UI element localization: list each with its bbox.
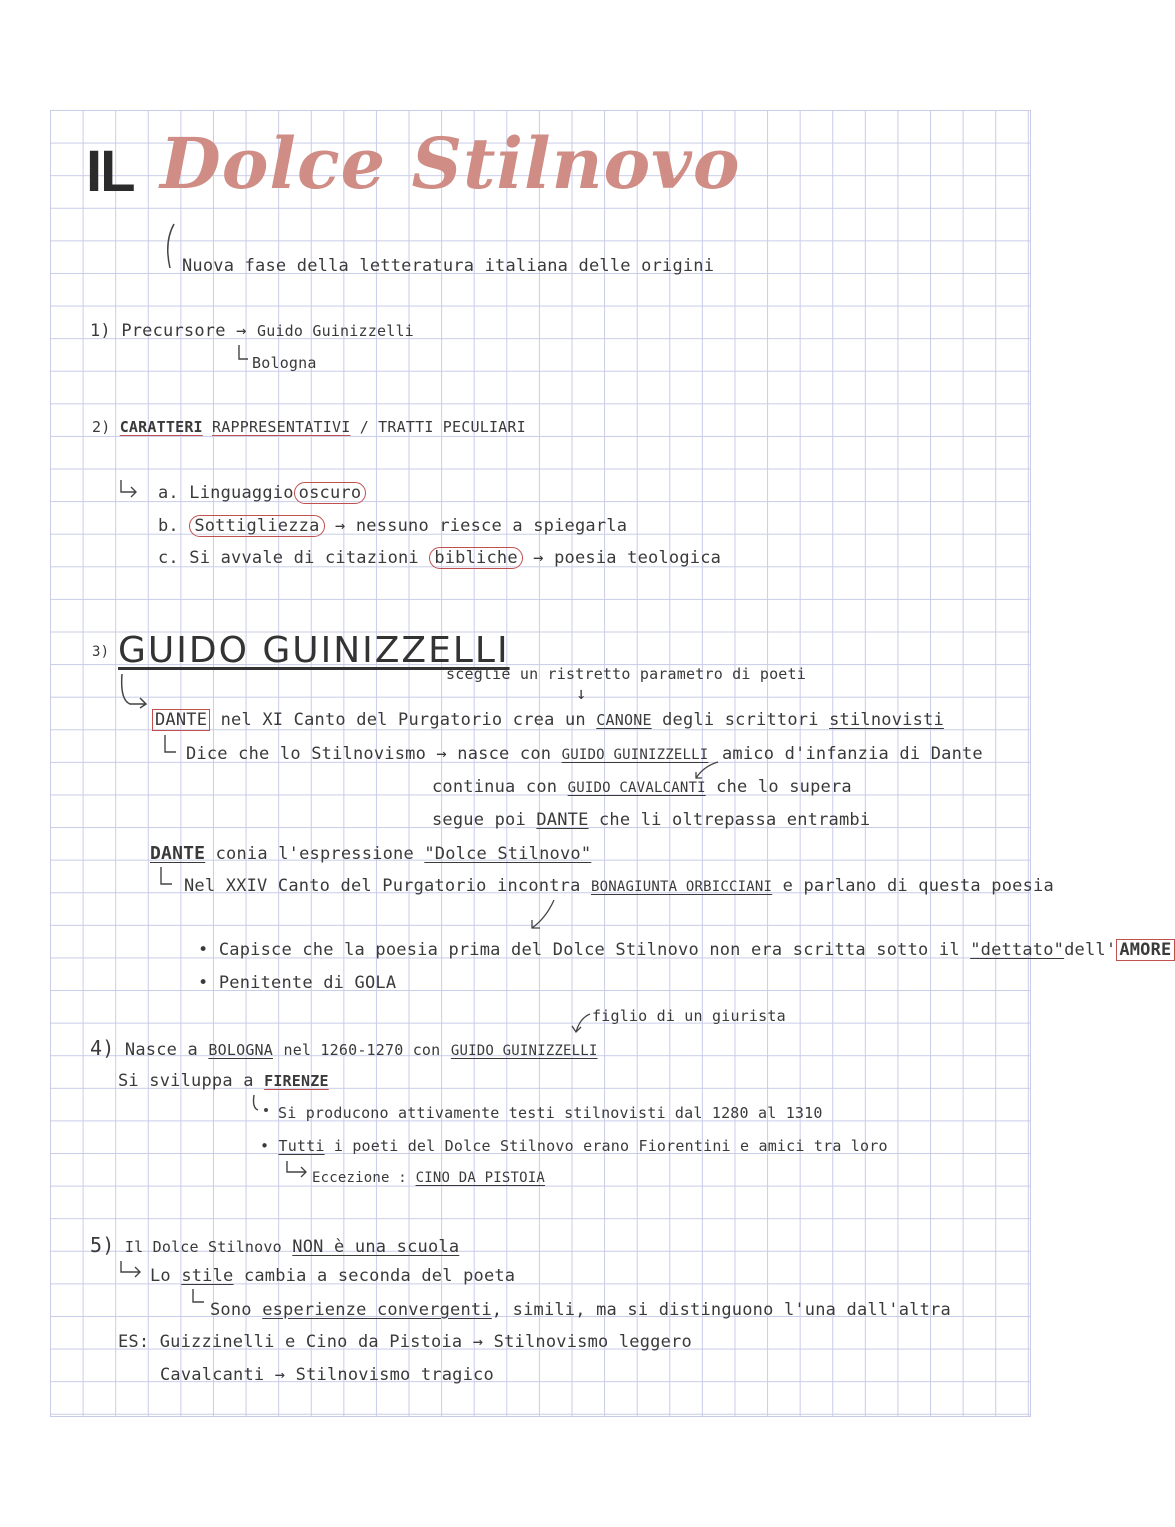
es-line: ES: Guizzinelli e Cino da Pistoia → Stilnovismo leggero: [118, 1332, 692, 1352]
trait-a-word: oscuro: [294, 482, 367, 504]
guido-nasce: GUIDO GUINIZZELLI: [450, 1043, 598, 1059]
section-2-num: 2): [92, 418, 111, 436]
line6-a: Nel XXIV Canto del Purgatorio incontra: [184, 876, 581, 896]
sviluppa-a: Si sviluppa a: [118, 1071, 254, 1091]
arrow-turn-icon: [118, 478, 140, 498]
arrow-icon: →: [236, 321, 247, 341]
line4-b: che li oltrepassa entrambi: [598, 810, 871, 830]
bonagiunta: BONAGIUNTA ORBICCIANI: [590, 879, 773, 895]
trait-c: [158, 548, 721, 568]
s5-line1-a: Il Dolce Stilnovo: [124, 1238, 282, 1256]
dante-line1-b: degli scrittori: [662, 710, 819, 730]
line3-b: che lo supera: [716, 777, 852, 797]
subtitle: Nuova fase della letteratura italiana delle origini: [182, 256, 715, 276]
bullet-capisce: [198, 940, 1175, 960]
firenze: FIRENZE: [264, 1072, 329, 1090]
esperienze: esperienze convergenti: [262, 1300, 492, 1320]
trait-b-rest: → nessuno riesce a spiegarla: [334, 516, 628, 536]
non-scuola: NON è una scuola: [292, 1237, 460, 1257]
s5-line3-a: Sono: [210, 1300, 252, 1320]
guido-guinizzelli: GUIDO GUINIZZELLI: [561, 747, 709, 763]
title-prefix: IL: [86, 139, 134, 204]
arrow-down-icon: ↓: [576, 684, 587, 704]
section-1-num: 1): [90, 321, 111, 341]
canone: CANONE: [596, 711, 652, 729]
bullet1-b: dell': [1064, 940, 1117, 960]
precursor-city: Bologna: [252, 354, 317, 372]
stilnovisti: stilnovisti: [829, 710, 944, 730]
dante-line1-a: nel XI Canto del Purgatorio crea un: [220, 710, 586, 730]
line6-b: e parlano di questa poesia: [782, 876, 1054, 896]
dante-segue-line: [432, 810, 870, 830]
s5-line2-b: cambia a seconda del poeta: [243, 1266, 516, 1286]
line2-a: Dice che lo Stilnovismo → nasce con: [186, 744, 552, 764]
branch-icon: [162, 734, 178, 758]
dante-segue: DANTE: [536, 810, 589, 830]
eccezione: Eccezione :: [312, 1170, 407, 1186]
arrow-turn-icon: [118, 672, 150, 712]
bonagiunta-line: [184, 876, 1054, 896]
section-5-heading: [90, 1233, 459, 1257]
arrow-icon: [570, 1012, 592, 1036]
conia-text: conia l'espressione: [215, 844, 414, 864]
stile-line: [150, 1266, 515, 1286]
cavalcanti-tragico-line: Cavalcanti → Stilnovismo tragico: [160, 1365, 494, 1385]
trait-a-label: a. Linguaggio: [158, 483, 294, 503]
bologna: BOLOGNA: [208, 1041, 274, 1059]
trait-b: [158, 516, 627, 536]
line3-a: continua con: [432, 777, 558, 797]
bullet-dot: •: [260, 1137, 270, 1155]
esperienze-line: [210, 1300, 951, 1320]
bullet2: Penitente di GOLA: [218, 973, 397, 993]
trait-c-word: bibliche: [429, 547, 522, 569]
bullet-dot: •: [198, 973, 209, 993]
arrow-icon: [690, 760, 720, 782]
note-ristretto: sceglie un ristretto parametro di poeti: [446, 665, 806, 683]
section-3-num: 3): [92, 644, 110, 660]
dante-canone-line: [152, 710, 944, 730]
figlio-note: figlio di un giurista: [592, 1007, 786, 1025]
dettato: "dettato": [970, 940, 1065, 960]
guido-cavalcanti: GUIDO CAVALCANTI: [567, 780, 706, 796]
tutti: Tutti: [278, 1137, 325, 1155]
branch-icon: [250, 1094, 272, 1116]
section-1: [90, 321, 414, 341]
nasce-b: nel 1260-1270 con: [283, 1041, 441, 1059]
line4-a: segue poi: [432, 810, 526, 830]
page-title: Dolce Stilnovo: [160, 122, 741, 205]
bullet-penitente: [198, 973, 396, 993]
stilnovismo-line: [186, 744, 708, 764]
arrow-turn-icon: [118, 1260, 144, 1282]
arrow-turn-icon: [284, 1160, 310, 1182]
branch-icon: [236, 344, 250, 364]
heading-tratti: / TRATTI PECULIARI: [359, 418, 526, 436]
branch-icon: [158, 866, 174, 890]
section-2-heading: [92, 418, 526, 436]
dolce-quote: "Dolce Stilnovo": [424, 844, 592, 864]
dante-box: DANTE: [152, 709, 210, 731]
tutti-rest: i poeti del Dolce Stilnovo erano Fiorentini e amici tra loro: [333, 1137, 888, 1155]
section-4-num: 4): [90, 1036, 115, 1060]
cavalcanti-line: [432, 777, 852, 797]
heading-rappresentativi: RAPPRESENTATIVI: [212, 418, 351, 436]
section-3-heading: GUIDO GUINIZZELLI: [118, 630, 510, 671]
amore-box: AMORE: [1116, 939, 1174, 961]
bracket-mark: [160, 222, 180, 272]
bullet1-a: Capisce che la poesia prima del Dolce Stilnovo non era scritta sotto il: [218, 940, 960, 960]
trait-b-label: b.: [158, 516, 179, 536]
stile: stile: [181, 1266, 234, 1286]
eccezione-line: [312, 1170, 545, 1186]
bullet-dot: •: [198, 940, 209, 960]
precursor-name: Guido Guinizzelli: [256, 322, 414, 340]
s5-line3-b: , simili, ma si distinguono l'una dall'altra: [491, 1300, 951, 1320]
branch-icon: [190, 1288, 206, 1312]
section-1-label: Precursore: [121, 321, 226, 341]
amico-note: amico d'infanzia di Dante: [722, 744, 983, 764]
nasce-a: Nasce a: [124, 1040, 198, 1060]
heading-caratteri: CARATTERI: [119, 418, 203, 436]
producono-line: Si producono attivamente testi stilnovisti dal 1280 al 1310: [278, 1104, 823, 1122]
trait-b-word: Sottigliezza: [189, 515, 324, 537]
arrow-icon: [528, 898, 558, 932]
s5-line2-a: Lo: [150, 1266, 171, 1286]
trait-a: [158, 483, 366, 503]
trait-c-label: c. Si avvale di citazioni: [158, 548, 419, 568]
dante-conia-line: [150, 843, 591, 864]
dante-conia: DANTE: [150, 843, 206, 864]
tutti-line: [260, 1137, 888, 1155]
trait-c-rest: → poesia teologica: [533, 548, 722, 568]
nasce-line: [90, 1036, 598, 1060]
cino-da-pistoia: CINO DA PISTOIA: [415, 1170, 545, 1186]
sviluppa-line: [118, 1071, 329, 1091]
section-5-num: 5): [90, 1233, 115, 1257]
